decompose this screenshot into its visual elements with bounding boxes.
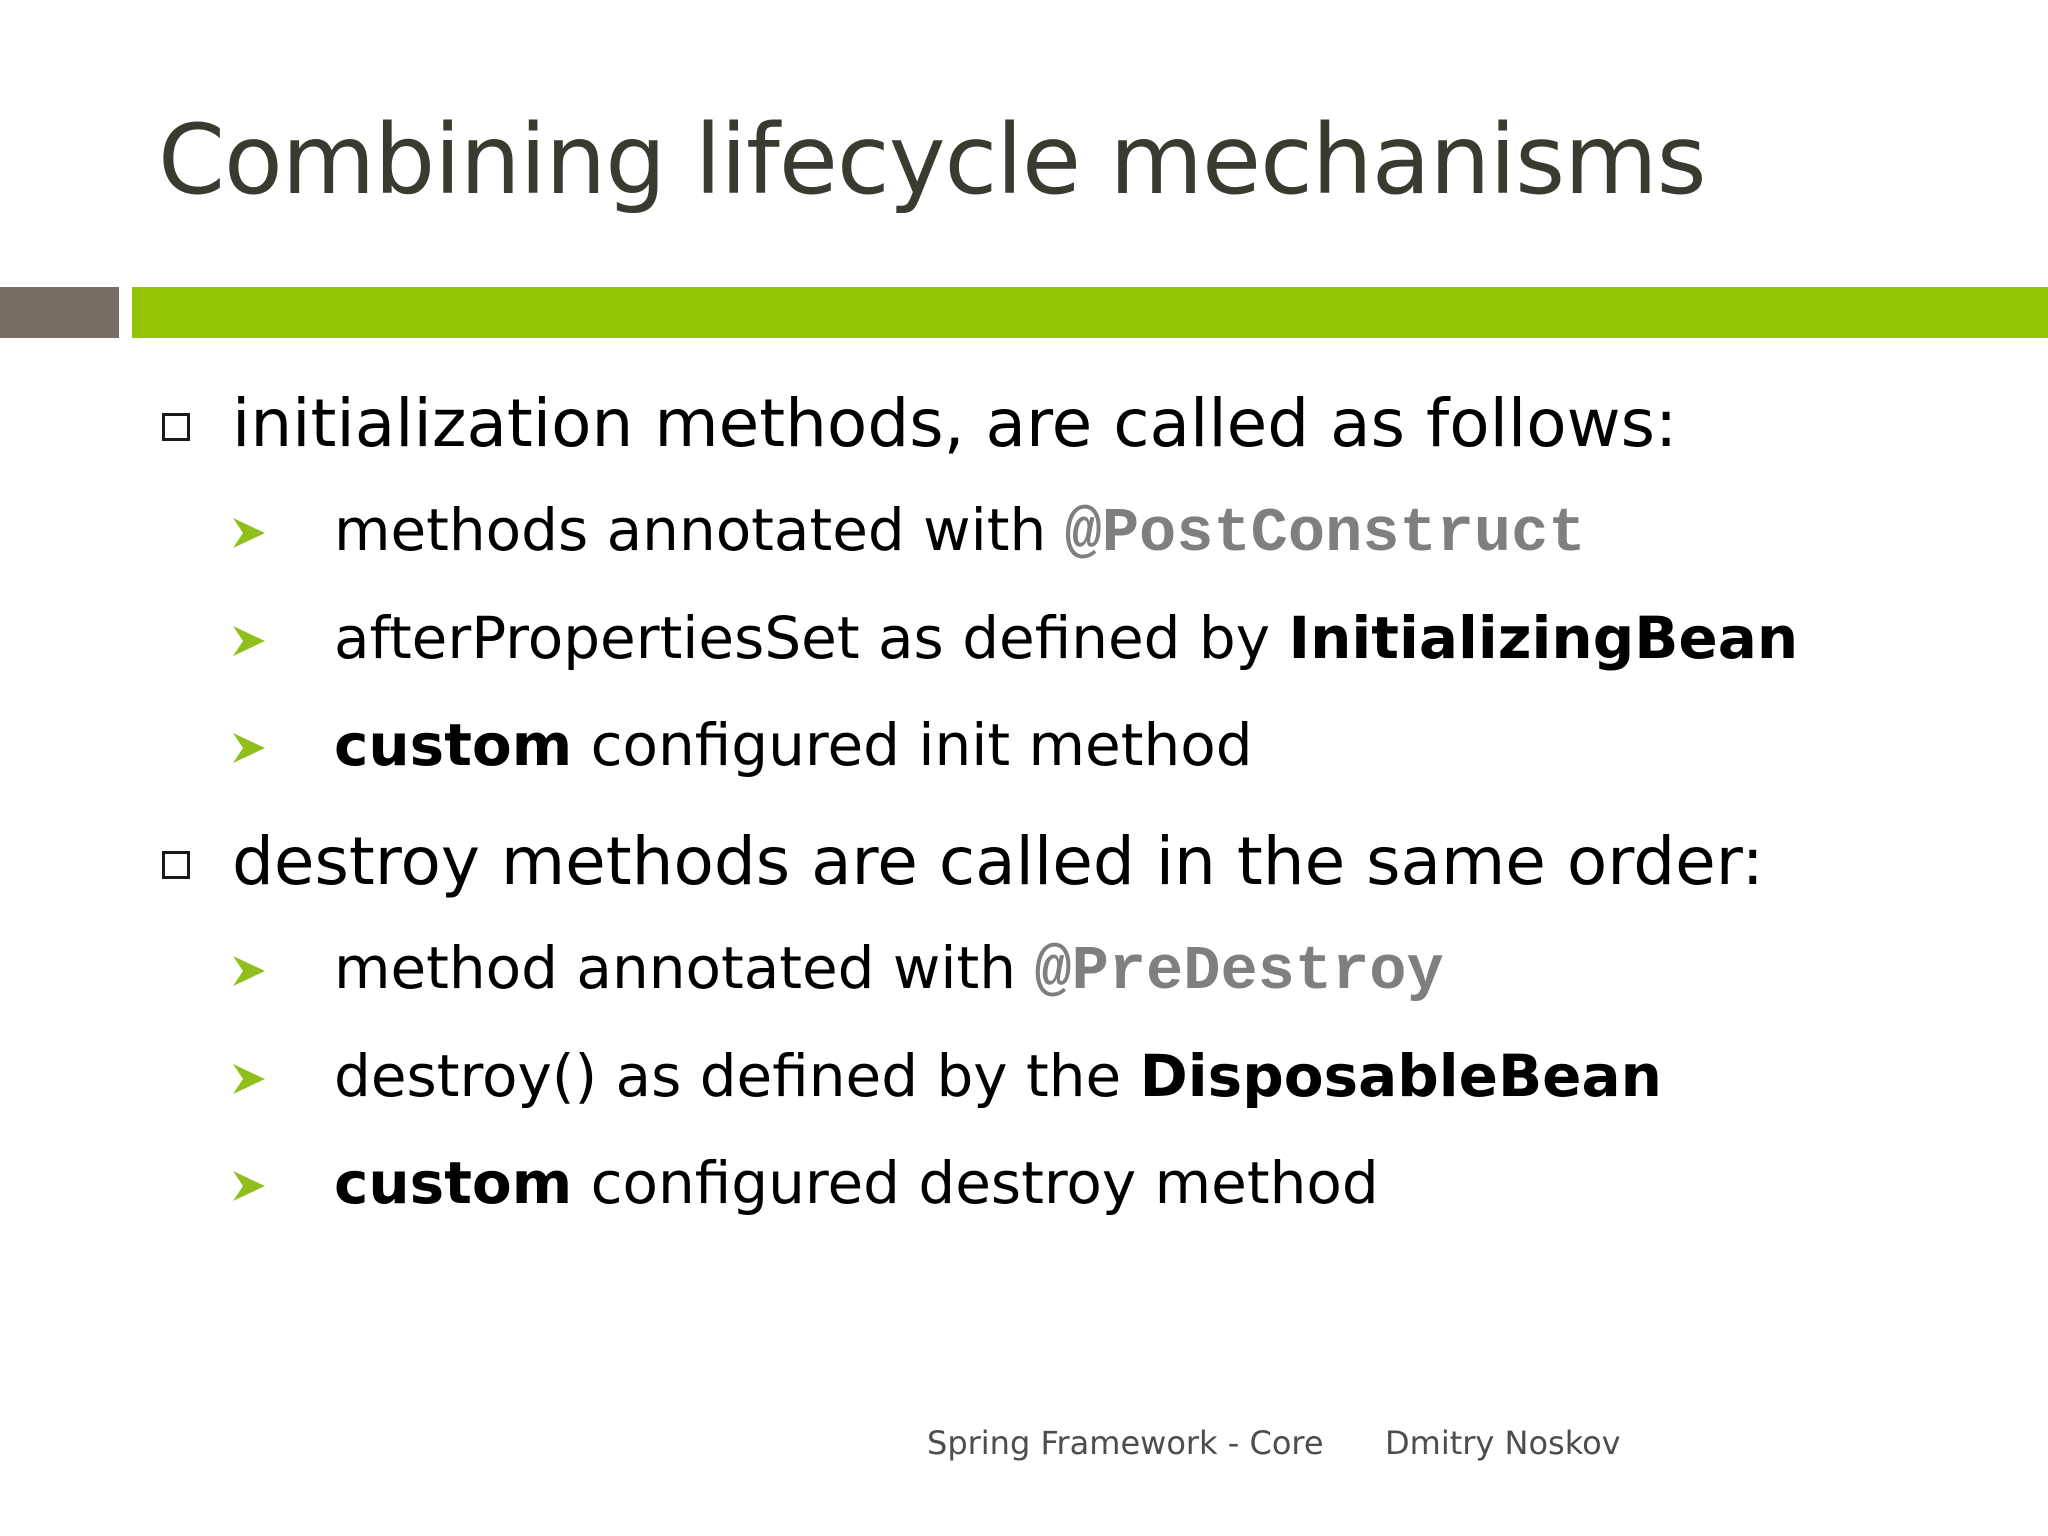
sub-bullet-text [334, 1041, 1662, 1111]
bullet-initialization-text: initialization methods, are called as follows: [232, 385, 1678, 462]
interface-name: DisposableBean [1139, 1042, 1662, 1110]
title-rule-bar [132, 287, 2048, 338]
sub-bullet-text [334, 710, 1253, 780]
annotation-code: @PreDestroy [1034, 936, 1444, 1007]
bullet-destroy-text: destroy methods are called in the same order: [232, 823, 1764, 900]
arrowhead-icon [232, 1062, 266, 1096]
text-segment: destroy() as defined by the [334, 1042, 1140, 1110]
footer-author: Dmitry Noskov [1385, 1424, 1621, 1462]
sub-bullet-text [334, 1148, 1379, 1218]
sub-bullet-text [334, 603, 1798, 673]
text-segment: method annotated with [334, 934, 1035, 1002]
text-segment: configured init method [572, 711, 1253, 779]
hollow-square-icon [162, 413, 190, 441]
slide-title: Combining lifecycle mechanisms [158, 104, 1706, 216]
title-rule-block [0, 287, 119, 338]
text-segment: configured destroy method [572, 1149, 1379, 1217]
emphasis: custom [334, 1149, 573, 1217]
arrowhead-icon [232, 516, 266, 550]
arrowhead-icon [232, 1169, 266, 1203]
text-segment: afterPropertiesSet as defined by [334, 604, 1289, 672]
arrowhead-icon [232, 954, 266, 988]
hollow-square-icon [162, 851, 190, 879]
arrowhead-icon [232, 731, 266, 765]
arrowhead-icon [232, 624, 266, 658]
annotation-code: @PostConstruct [1064, 498, 1586, 569]
sub-bullet-text [334, 933, 1444, 1007]
interface-name: InitializingBean [1288, 604, 1799, 672]
footer-presentation-title: Spring Framework - Core [927, 1424, 1324, 1462]
sub-bullet-text [334, 495, 1586, 569]
emphasis: custom [334, 711, 573, 779]
text-segment: methods annotated with [334, 496, 1065, 564]
